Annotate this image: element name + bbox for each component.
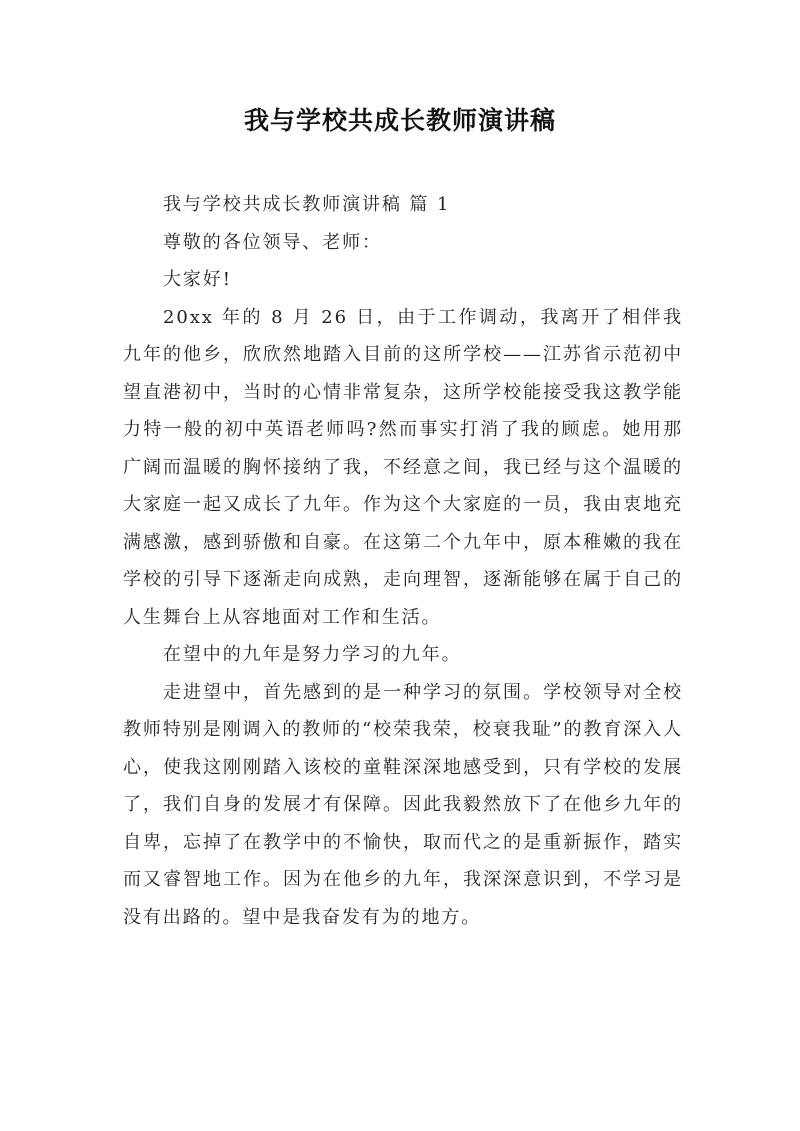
paragraph-heading: 我与学校共成长教师演讲稿 篇 1: [163, 194, 451, 215]
document-body: [123, 186, 683, 936]
paragraph-salutation: 尊敬的各位领导、老师：: [163, 231, 382, 253]
paragraph-greeting: 大家好!: [163, 269, 232, 290]
paragraph-learning: 走进望中，首先感到的是一种学习的氛围。学校领导对全校教师特别是刚调入的教师的“校荣我荣，校衰我耻”的教育深入人心，使我这刚刚踏入该校的童鞋深深地感受到，只有学校的发展了，我们自身的发展才有保障。因此我毅然放下了在他乡九年的自卑，忘掉了在教学中的不愉快，取而代之的是重新振作，踏实而又睿智地工作。因为在他乡的九年，我深深意识到，不学习是没有出路的。望中是我奋发有为的地方。: [123, 681, 683, 928]
document-title: 我与学校共成长教师演讲稿: [243, 106, 556, 135]
paragraph-intro: 20xx 年的 8 月 26 日，由于工作调动，我离开了相伴我九年的他乡，欣欣然地踏入目前的这所学校——江苏省示范初中望直港初中，当时的心情非常复杂，这所学校能接受我这教学能力特一般的初中英语老师吗?然而事实打消了我的顾虑。她用那广阔而温暖的胸怀接纳了我，不经意之间，我已经与这个温暖的大家庭一起又成长了九年。作为这个大家庭的一员，我由衷地充满感激，感到骄傲和自豪。在这第二个九年中，原本稚嫩的我在学校的引导下逐渐走向成熟，走向理智，逐渐能够在属于自己的人生舞台上从容地面对工作和生活。: [123, 306, 683, 628]
paragraph-summary: 在望中的九年是努力学习的九年。: [163, 644, 462, 665]
